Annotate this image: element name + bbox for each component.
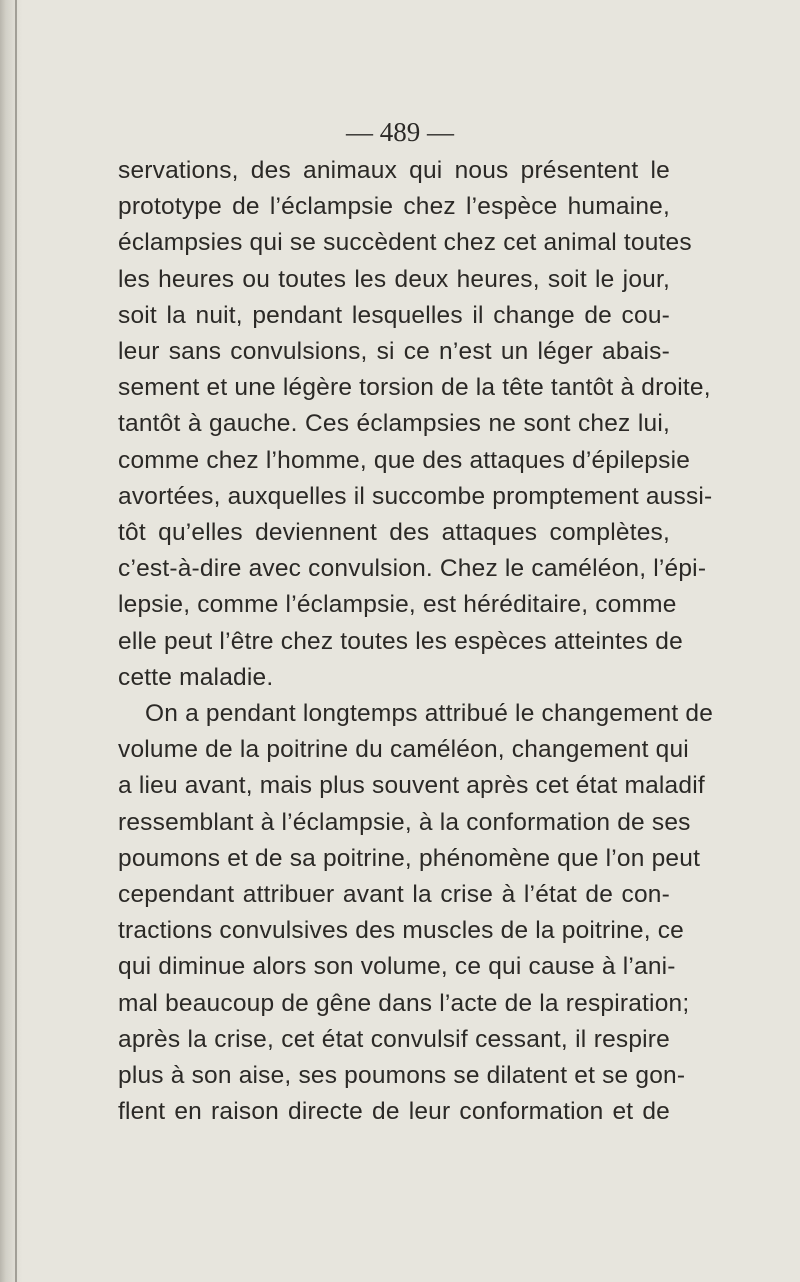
text-line: les heures ou toutes les deux heures, soit le jour, [118,265,670,293]
text-line: flent en raison directe de leur conformation et de [118,1098,670,1126]
text-line: qui diminue alors son volume, ce qui cause à l’ani- [118,953,676,981]
text-line: c’est-à-dire avec convulsion. Chez le caméléon, l’épi- [118,555,707,583]
text-line: cependant attribuer avant la crise à l’état de con- [118,881,670,909]
text-line: leur sans convulsions, si ce n’est un léger abais- [118,338,670,366]
text-line: a lieu avant, mais plus souvent après cet état maladif [118,772,705,800]
text-line: mal beaucoup de gêne dans l’acte de la respiration; [118,989,690,1017]
text-line: elle peut l’être chez toutes les espèces atteintes de [118,627,683,655]
text-line: avortées, auxquelles il succombe promptement aussi- [118,482,713,510]
text-line: après la crise, cet état convulsif cessant, il respire [118,1025,670,1053]
text-line: poumons et de sa poitrine, phénomène que l’on peut [118,844,701,872]
text-line: sement et une légère torsion de la tête tantôt à droite, [118,374,711,402]
text-line: tôt qu’elles deviennent des attaques complètes, [118,519,670,547]
page-number: — 489 — [346,117,454,147]
text-line: ressemblant à l’éclampsie, à la conformation de ses [118,808,691,836]
text-line: volume de la poitrine du caméléon, changement qui [118,736,689,764]
page-gutter-line [15,0,17,1282]
text-line: tantôt à gauche. Ces éclampsies ne sont chez lui, [118,410,670,438]
text-line: prototype de l’éclampsie chez l’espèce humaine, [118,193,670,221]
text-line: tractions convulsives des muscles de la poitrine, ce [118,917,684,945]
book-spine-shadow [0,0,22,1282]
paragraph-start-line: On a pendant longtemps attribué le changement de [145,700,714,728]
text-line: plus à son aise, ses poumons se dilatent et se gon- [118,1062,686,1090]
text-line: servations, des animaux qui nous présentent le [118,157,670,184]
text-line: comme chez l’homme, que des attaques d’épilepsie [118,446,691,474]
body-text [118,153,714,1130]
text-line: soit la nuit, pendant lesquelles il change de cou- [118,301,670,329]
text-line: éclampsies qui se succèdent chez cet animal toutes [118,229,692,257]
text-line: lepsie, comme l’éclampsie, est héréditaire, comme [118,591,677,619]
text-line: cette maladie. [118,663,274,691]
